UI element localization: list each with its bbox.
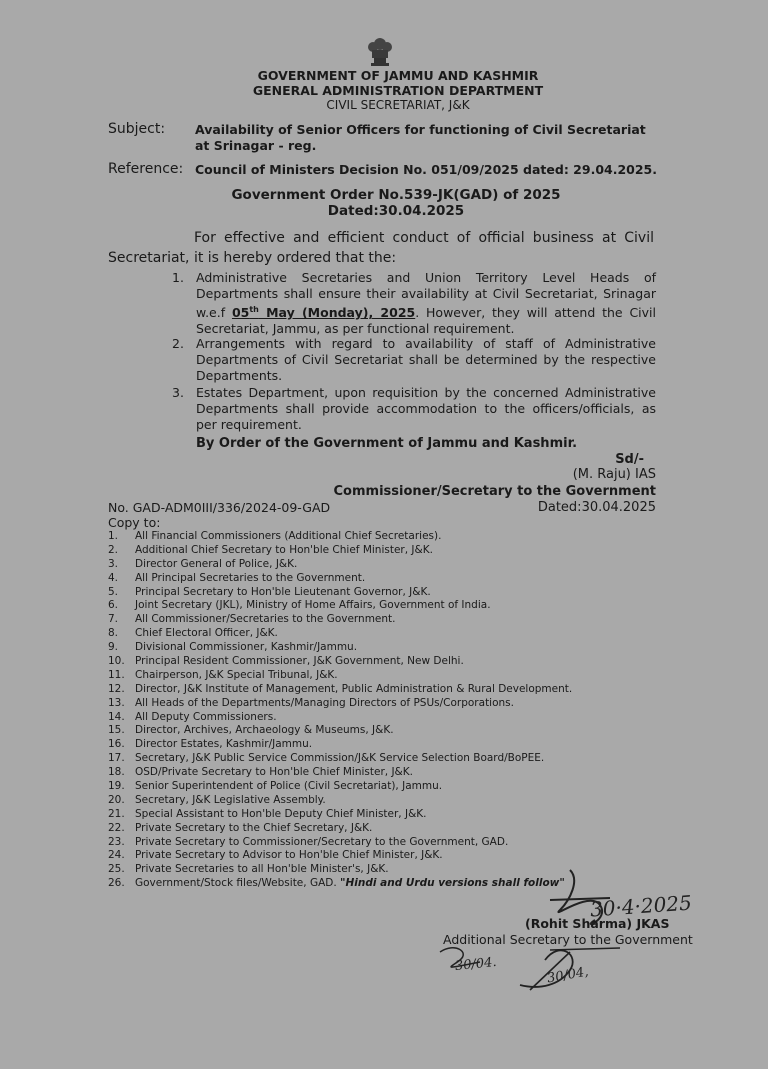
header-government: GOVERNMENT OF JAMMU AND KASHMIR (257, 68, 539, 83)
copy-to-number: 4. (108, 571, 119, 584)
copy-to-text: Private Secretary to Commissioner/Secretary to the Government, GAD. (135, 835, 509, 848)
copy-to-text: All Deputy Commissioners. (135, 710, 277, 723)
copy-to-item (108, 627, 668, 641)
copy-to-text: All Principal Secretaries to the Government. (135, 571, 366, 584)
copy-to-item (108, 738, 668, 752)
copy-to-item (108, 752, 668, 766)
copy-to-number: 13. (108, 696, 125, 709)
point-text: Administrative Secretaries and Union Territory Level Heads of Departments shall ensure their availability at Civil Secretariat, Srinagar w.e.f (196, 270, 656, 321)
copy-to-item (108, 822, 668, 836)
language-note: "Hindi and Urdu versions shall follow" (340, 877, 565, 890)
order-title: Government Order No.539-JK(GAD) of 2025 (231, 187, 561, 203)
copy-to-item (108, 836, 668, 850)
copy-to-number: 26. (108, 877, 125, 890)
copy-to-text: Chief Electoral Officer, J&K. (135, 627, 278, 640)
copy-to-number: 12. (108, 682, 125, 695)
point-text: Estates Department, upon requisition by the concerned Administrative Departments shall provide accommodation to the officers/officials, as per requirement. (196, 385, 656, 432)
copy-to-text: All Financial Commissioners (Additional Chief Secretaries). (135, 530, 442, 542)
copy-to-list (108, 530, 668, 891)
reference-label: Reference: (108, 161, 184, 177)
copy-to-text: Private Secretary to the Chief Secretary, J&K. (135, 821, 373, 834)
handwritten-date: 30·4·2025 (589, 890, 693, 922)
subject-text: Availability of Senior Officers for functioning of Civil Secretariat at Srinagar - reg. (195, 122, 646, 153)
copy-to-item (108, 655, 668, 669)
file-number: No. GAD-ADM0III/336/2024-09-GAD (108, 500, 331, 515)
order-intro: For effective and efficient conduct of official business at Civil Secretariat, it is hereby ordered that the: (108, 230, 654, 266)
copy-to-text: OSD/Private Secretary to Hon'ble Chief Minister, J&K. (135, 766, 413, 779)
copy-to-number: 22. (108, 821, 125, 834)
copy-to-number: 18. (108, 766, 125, 779)
copy-to-item (108, 808, 668, 822)
copy-to-number: 16. (108, 738, 125, 751)
copy-to-item (108, 586, 668, 600)
copy-to-item (108, 669, 668, 683)
copy-to-text: Director, Archives, Archaeology & Museums, J&K. (135, 724, 394, 737)
second-signatory-designation: Additional Secretary to the Government (443, 932, 693, 947)
copy-to-text: Divisional Commissioner, Kashmir/Jammu. (135, 641, 358, 654)
copy-to-number: 9. (108, 641, 119, 654)
copy-to-text: Principal Secretary to Hon'ble Lieutenant Governor, J&K. (135, 585, 431, 598)
copy-to-number: 21. (108, 807, 125, 820)
state-emblem-icon (362, 32, 398, 68)
header-secretariat: CIVIL SECRETARIAT, J&K (326, 98, 470, 112)
order-point-1 (172, 270, 656, 337)
copy-to-text: Secretary, J&K Public Service Commission/J&K Service Selection Board/BoPEE. (135, 752, 545, 765)
copy-to-item (108, 711, 668, 725)
copy-to-number: 25. (108, 863, 125, 876)
by-order-line: By Order of the Government of Jammu and Kashmir. (196, 436, 578, 451)
copy-to-text: Senior Superintendent of Police (Civil Secretariat), Jammu. (135, 780, 443, 793)
copy-to-text: Joint Secretary (JKL), Ministry of Home Affairs, Government of India. (135, 599, 491, 612)
copy-to-number: 5. (108, 585, 119, 598)
order-point-3 (172, 385, 656, 433)
second-signatory-name: (Rohit Sharma) JKAS (525, 916, 670, 931)
point-text-cont: . However, they will attend the Civil Secretariat, Jammu, as per functional requirement. (196, 305, 656, 337)
signatory-name: (M. Raju) IAS (572, 467, 656, 482)
reference-text: Council of Ministers Decision No. 051/09/2025 dated: 29.04.2025. (195, 162, 658, 177)
copy-to-item (108, 724, 668, 738)
copy-to-number: 2. (108, 543, 119, 556)
copy-to-text: Private Secretaries to all Hon'ble Minister's, J&K. (135, 863, 389, 876)
copy-to-number: 3. (108, 557, 119, 570)
handwritten-initial-date-left: 30/04. (454, 954, 498, 975)
order-point-2 (172, 336, 656, 384)
signatory-designation: Commissioner/Secretary to the Government (333, 484, 656, 499)
copy-to-text: Chairperson, J&K Special Tribunal, J&K. (135, 668, 338, 681)
copy-to-item (108, 558, 668, 572)
copy-to-number: 24. (108, 849, 125, 862)
copy-to-item (108, 766, 668, 780)
copy-to-item (108, 544, 668, 558)
copy-to-item (108, 780, 668, 794)
signatory-date: Dated:30.04.2025 (537, 500, 656, 515)
point-number: 3. (172, 385, 184, 400)
copy-to-text: Director, J&K Institute of Management, Public Administration & Rural Development. (135, 682, 573, 695)
point-number: 1. (172, 270, 184, 285)
copy-to-item (108, 613, 668, 627)
header-department: GENERAL ADMINISTRATION DEPARTMENT (252, 83, 544, 98)
copy-to-text: Secretary, J&K Legislative Assembly. (135, 793, 326, 806)
copy-to-text: Government/Stock files/Website, GAD. "Hindi and Urdu versions shall follow" (135, 877, 565, 890)
copy-to-number: 14. (108, 710, 125, 723)
signature-sd: Sd/- (615, 452, 644, 467)
copy-to-text: All Commissioner/Secretaries to the Government. (135, 613, 396, 626)
copy-to-text: All Heads of the Departments/Managing Directors of PSUs/Corporations. (135, 696, 514, 709)
copy-to-text: Special Assistant to Hon'ble Deputy Chief Minister, J&K. (135, 807, 427, 820)
handwritten-initial-date-right: 30/04, (546, 964, 590, 987)
copy-to-number: 8. (108, 627, 119, 640)
copy-to-text: Private Secretary to Advisor to Hon'ble Chief Minister, J&K. (135, 849, 443, 862)
subject-label: Subject: (108, 121, 166, 137)
copy-to-number: 10. (108, 655, 125, 668)
copy-to-number: 23. (108, 835, 125, 848)
copy-to-number: 20. (108, 793, 125, 806)
copy-to-label: Copy to: (108, 515, 161, 530)
copy-to-number: 15. (108, 724, 125, 737)
copy-to-item (108, 683, 668, 697)
copy-to-number: 6. (108, 599, 119, 612)
copy-to-number: 7. (108, 613, 119, 626)
copy-to-number: 17. (108, 752, 125, 765)
copy-to-number: 11. (108, 668, 125, 681)
copy-to-number: 1. (108, 530, 119, 542)
point-text: Arrangements with regard to availability of staff of Administrative Departments of Civil Secretariat shall be determined by the respective Departments. (196, 336, 656, 383)
copy-to-item (108, 572, 668, 586)
effective-date: 05th May (Monday), 2025 (231, 305, 416, 321)
copy-to-text: Additional Chief Secretary to Hon'ble Chief Minister, J&K. (135, 543, 433, 556)
order-dated: Dated:30.04.2025 (327, 203, 465, 219)
copy-to-item (108, 794, 668, 808)
copy-to-text: Director Estates, Kashmir/Jammu. (135, 738, 313, 751)
copy-to-number: 19. (108, 780, 125, 793)
point-number: 2. (172, 336, 184, 351)
copy-to-item (108, 697, 668, 711)
copy-to-item (108, 641, 668, 655)
copy-to-text: Director General of Police, J&K. (135, 557, 298, 570)
copy-to-item (108, 599, 668, 613)
copy-to-text: Principal Resident Commissioner, J&K Government, New Delhi. (135, 655, 464, 668)
copy-to-item (108, 530, 668, 544)
